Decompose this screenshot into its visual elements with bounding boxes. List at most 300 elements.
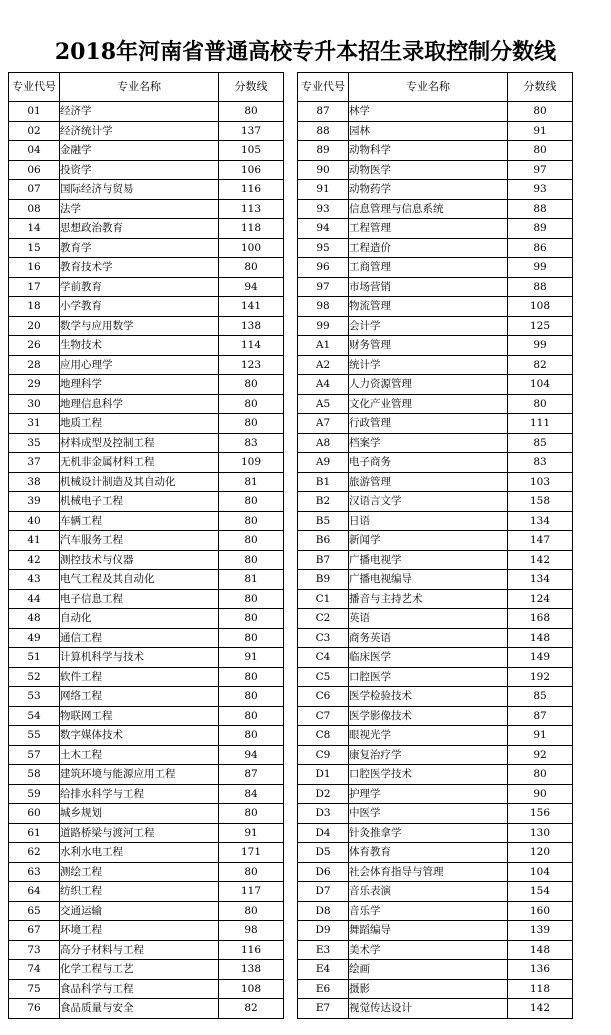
score-line-cell: 80 xyxy=(219,492,284,512)
major-code-cell: C3 xyxy=(298,628,349,648)
major-name-cell: 高分子材料与工程 xyxy=(60,940,219,960)
major-name-cell: 口腔医学 xyxy=(349,667,508,687)
score-line-cell: 160 xyxy=(508,901,573,921)
table-row xyxy=(9,336,284,356)
major-name-cell: 地质工程 xyxy=(60,414,219,434)
major-name-cell: 广播电视编导 xyxy=(349,570,508,590)
score-line-cell: 103 xyxy=(508,472,573,492)
score-line-cell: 94 xyxy=(219,277,284,297)
major-name-cell: 工商管理 xyxy=(349,258,508,278)
major-name-cell: 水利水电工程 xyxy=(60,843,219,863)
table-row xyxy=(298,570,573,590)
table-row xyxy=(298,219,573,239)
major-code-cell: D1 xyxy=(298,765,349,785)
table-row xyxy=(9,901,284,921)
major-name-cell: 财务管理 xyxy=(349,336,508,356)
major-code-cell: B2 xyxy=(298,492,349,512)
major-code-cell: 28 xyxy=(9,355,60,375)
score-line-cell: 117 xyxy=(219,882,284,902)
table-row xyxy=(9,258,284,278)
major-code-cell: 65 xyxy=(9,901,60,921)
major-name-cell: 国际经济与贸易 xyxy=(60,180,219,200)
score-line-cell: 123 xyxy=(219,355,284,375)
score-line-cell: 90 xyxy=(508,784,573,804)
major-code-cell: D8 xyxy=(298,901,349,921)
major-code-cell: C1 xyxy=(298,589,349,609)
major-name-cell: 网络工程 xyxy=(60,687,219,707)
score-line-cell: 138 xyxy=(219,316,284,336)
major-code-cell: 55 xyxy=(9,726,60,746)
major-code-cell: A2 xyxy=(298,355,349,375)
table-row xyxy=(9,687,284,707)
header-score: 分数线 xyxy=(219,73,284,102)
major-code-cell: 14 xyxy=(9,219,60,239)
major-name-cell: 地理信息科学 xyxy=(60,394,219,414)
major-name-cell: 机械设计制造及其自动化 xyxy=(60,472,219,492)
table-row xyxy=(9,160,284,180)
major-code-cell: 59 xyxy=(9,784,60,804)
score-line-cell: 83 xyxy=(219,433,284,453)
major-name-cell: 数学与应用数学 xyxy=(60,316,219,336)
table-row xyxy=(298,784,573,804)
major-name-cell: 音乐学 xyxy=(349,901,508,921)
major-name-cell: 车辆工程 xyxy=(60,511,219,531)
major-name-cell: 医学影像技术 xyxy=(349,706,508,726)
major-code-cell: 15 xyxy=(9,238,60,258)
major-name-cell: 物联网工程 xyxy=(60,706,219,726)
major-name-cell: 护理学 xyxy=(349,784,508,804)
major-code-cell: 17 xyxy=(9,277,60,297)
major-name-cell: 医学检验技术 xyxy=(349,687,508,707)
major-code-cell: C6 xyxy=(298,687,349,707)
table-row xyxy=(298,277,573,297)
table-row xyxy=(9,940,284,960)
major-code-cell: 74 xyxy=(9,960,60,980)
major-code-cell: B7 xyxy=(298,550,349,570)
score-line-cell: 139 xyxy=(508,921,573,941)
major-name-cell: 纺织工程 xyxy=(60,882,219,902)
major-code-cell: 87 xyxy=(298,102,349,122)
score-line-cell: 80 xyxy=(219,901,284,921)
table-row xyxy=(9,550,284,570)
score-line-cell: 88 xyxy=(508,277,573,297)
table-row xyxy=(9,394,284,414)
major-code-cell: 99 xyxy=(298,316,349,336)
header-name: 专业名称 xyxy=(60,73,219,102)
major-code-cell: 08 xyxy=(9,199,60,219)
major-name-cell: 应用心理学 xyxy=(60,355,219,375)
table-row xyxy=(9,706,284,726)
score-line-cell: 171 xyxy=(219,843,284,863)
score-line-cell: 134 xyxy=(508,511,573,531)
major-name-cell: 电气工程及其自动化 xyxy=(60,570,219,590)
major-name-cell: 市场营销 xyxy=(349,277,508,297)
major-code-cell: 58 xyxy=(9,765,60,785)
major-code-cell: 94 xyxy=(298,219,349,239)
page-title: 2018年河南省普通高校专升本招生录取控制分数线 xyxy=(54,39,557,65)
major-code-cell: B1 xyxy=(298,472,349,492)
major-name-cell: 思想政治教育 xyxy=(60,219,219,239)
score-line-cell: 137 xyxy=(219,121,284,141)
table-row xyxy=(9,648,284,668)
table-row xyxy=(298,901,573,921)
score-line-cell: 99 xyxy=(508,258,573,278)
major-name-cell: 文化产业管理 xyxy=(349,394,508,414)
table-row xyxy=(9,121,284,141)
score-line-cell: 94 xyxy=(219,745,284,765)
major-name-cell: 动物科学 xyxy=(349,141,508,161)
table-row xyxy=(298,316,573,336)
major-name-cell: 工程造价 xyxy=(349,238,508,258)
major-code-cell: 62 xyxy=(9,843,60,863)
table-row xyxy=(298,375,573,395)
table-row xyxy=(298,979,573,999)
score-line-cell: 109 xyxy=(219,453,284,473)
score-line-cell: 80 xyxy=(219,706,284,726)
score-line-cell: 80 xyxy=(219,550,284,570)
score-line-cell: 118 xyxy=(219,219,284,239)
score-line-cell: 118 xyxy=(508,979,573,999)
major-code-cell: 29 xyxy=(9,375,60,395)
major-code-cell: B9 xyxy=(298,570,349,590)
major-name-cell: 园林 xyxy=(349,121,508,141)
major-name-cell: 音乐表演 xyxy=(349,882,508,902)
score-line-cell: 98 xyxy=(219,921,284,941)
score-line-cell: 80 xyxy=(219,375,284,395)
major-code-cell: 42 xyxy=(9,550,60,570)
major-code-cell: 41 xyxy=(9,531,60,551)
table-row xyxy=(9,433,284,453)
major-code-cell: E7 xyxy=(298,999,349,1019)
table-row xyxy=(9,823,284,843)
major-code-cell: 51 xyxy=(9,648,60,668)
major-code-cell: A5 xyxy=(298,394,349,414)
score-line-cell: 111 xyxy=(508,414,573,434)
table-row xyxy=(298,550,573,570)
major-name-cell: 测绘工程 xyxy=(60,862,219,882)
major-name-cell: 小学教育 xyxy=(60,297,219,317)
major-code-cell: D5 xyxy=(298,843,349,863)
major-name-cell: 中医学 xyxy=(349,804,508,824)
major-code-cell: A7 xyxy=(298,414,349,434)
major-name-cell: 教育学 xyxy=(60,238,219,258)
table-row xyxy=(298,453,573,473)
major-code-cell: D6 xyxy=(298,862,349,882)
score-line-cell: 116 xyxy=(219,940,284,960)
table-row xyxy=(298,999,573,1019)
score-line-cell: 148 xyxy=(508,628,573,648)
major-code-cell: 53 xyxy=(9,687,60,707)
major-name-cell: 广播电视学 xyxy=(349,550,508,570)
score-line-cell: 85 xyxy=(508,433,573,453)
table-row xyxy=(298,843,573,863)
table-row xyxy=(9,667,284,687)
major-code-cell: 93 xyxy=(298,199,349,219)
score-line-cell: 168 xyxy=(508,609,573,629)
score-line-cell: 138 xyxy=(219,960,284,980)
major-code-cell: 76 xyxy=(9,999,60,1019)
table-row xyxy=(9,219,284,239)
table-row xyxy=(9,141,284,161)
table-row xyxy=(9,765,284,785)
major-code-cell: 35 xyxy=(9,433,60,453)
major-name-cell: 道路桥梁与渡河工程 xyxy=(60,823,219,843)
score-line-cell: 88 xyxy=(508,199,573,219)
table-row xyxy=(298,648,573,668)
table-row xyxy=(298,199,573,219)
major-name-cell: 金融学 xyxy=(60,141,219,161)
major-code-cell: 07 xyxy=(9,180,60,200)
major-name-cell: 汉语言文学 xyxy=(349,492,508,512)
table-row xyxy=(298,687,573,707)
table-row xyxy=(9,355,284,375)
score-line-cell: 80 xyxy=(219,394,284,414)
table-row xyxy=(9,180,284,200)
major-name-cell: 会计学 xyxy=(349,316,508,336)
score-line-cell: 124 xyxy=(508,589,573,609)
major-name-cell: 临床医学 xyxy=(349,648,508,668)
score-line-cell: 116 xyxy=(219,180,284,200)
score-line-cell: 91 xyxy=(219,823,284,843)
score-line-cell: 99 xyxy=(508,336,573,356)
score-line-cell: 81 xyxy=(219,472,284,492)
major-code-cell: 64 xyxy=(9,882,60,902)
table-row xyxy=(9,375,284,395)
major-name-cell: 汽车服务工程 xyxy=(60,531,219,551)
table-row xyxy=(9,238,284,258)
major-name-cell: 学前教育 xyxy=(60,277,219,297)
score-line-cell: 142 xyxy=(508,550,573,570)
score-line-cell: 85 xyxy=(508,687,573,707)
major-code-cell: 48 xyxy=(9,609,60,629)
score-line-cell: 82 xyxy=(219,999,284,1019)
score-line-cell: 141 xyxy=(219,297,284,317)
major-code-cell: D4 xyxy=(298,823,349,843)
major-code-cell: 26 xyxy=(9,336,60,356)
major-name-cell: 林学 xyxy=(349,102,508,122)
major-code-cell: C9 xyxy=(298,745,349,765)
table-row xyxy=(9,589,284,609)
table-row xyxy=(298,355,573,375)
major-name-cell: 信息管理与信息系统 xyxy=(349,199,508,219)
score-line-cell: 134 xyxy=(508,570,573,590)
table-row xyxy=(298,336,573,356)
major-code-cell: 67 xyxy=(9,921,60,941)
major-code-cell: A4 xyxy=(298,375,349,395)
major-name-cell: 软件工程 xyxy=(60,667,219,687)
table-row xyxy=(298,102,573,122)
score-line-cell: 114 xyxy=(219,336,284,356)
major-code-cell: E3 xyxy=(298,940,349,960)
score-line-cell: 81 xyxy=(219,570,284,590)
major-name-cell: 体育教育 xyxy=(349,843,508,863)
score-line-cell: 87 xyxy=(219,765,284,785)
major-name-cell: 经济统计学 xyxy=(60,121,219,141)
table-row xyxy=(298,511,573,531)
table-row xyxy=(9,414,284,434)
score-line-cell: 93 xyxy=(508,180,573,200)
major-name-cell: 新闻学 xyxy=(349,531,508,551)
score-line-cell: 80 xyxy=(508,141,573,161)
major-name-cell: 物流管理 xyxy=(349,297,508,317)
score-line-cell: 91 xyxy=(508,726,573,746)
major-name-cell: 动物医学 xyxy=(349,160,508,180)
major-code-cell: 43 xyxy=(9,570,60,590)
table-row xyxy=(9,570,284,590)
score-line-cell: 104 xyxy=(508,862,573,882)
major-code-cell: 37 xyxy=(9,453,60,473)
table-row xyxy=(9,609,284,629)
major-name-cell: 通信工程 xyxy=(60,628,219,648)
table-row xyxy=(9,628,284,648)
score-line-cell: 136 xyxy=(508,960,573,980)
major-name-cell: 英语 xyxy=(349,609,508,629)
major-code-cell: A8 xyxy=(298,433,349,453)
major-code-cell: 91 xyxy=(298,180,349,200)
score-line-cell: 148 xyxy=(508,940,573,960)
major-code-cell: 57 xyxy=(9,745,60,765)
table-row xyxy=(298,433,573,453)
major-code-cell: 04 xyxy=(9,141,60,161)
table-row xyxy=(298,628,573,648)
major-code-cell: 98 xyxy=(298,297,349,317)
major-name-cell: 自动化 xyxy=(60,609,219,629)
major-code-cell: 49 xyxy=(9,628,60,648)
score-line-cell: 147 xyxy=(508,531,573,551)
major-name-cell: 计算机科学与技术 xyxy=(60,648,219,668)
table-row xyxy=(9,511,284,531)
table-row xyxy=(298,706,573,726)
major-code-cell: 90 xyxy=(298,160,349,180)
table-row xyxy=(9,492,284,512)
major-name-cell: 统计学 xyxy=(349,355,508,375)
major-name-cell: 交通运输 xyxy=(60,901,219,921)
major-code-cell: C7 xyxy=(298,706,349,726)
major-name-cell: 经济学 xyxy=(60,102,219,122)
major-name-cell: 教育技术学 xyxy=(60,258,219,278)
score-line-cell: 80 xyxy=(219,862,284,882)
major-code-cell: 61 xyxy=(9,823,60,843)
major-name-cell: 康复治疗学 xyxy=(349,745,508,765)
score-line-cell: 80 xyxy=(219,414,284,434)
major-code-cell: 60 xyxy=(9,804,60,824)
major-name-cell: 摄影 xyxy=(349,979,508,999)
table-row xyxy=(298,609,573,629)
major-name-cell: 动物药学 xyxy=(349,180,508,200)
major-code-cell: A9 xyxy=(298,453,349,473)
table-row xyxy=(298,141,573,161)
table-row xyxy=(9,882,284,902)
major-name-cell: 口腔医学技术 xyxy=(349,765,508,785)
major-code-cell: 40 xyxy=(9,511,60,531)
score-line-cell: 108 xyxy=(508,297,573,317)
major-code-cell: 16 xyxy=(9,258,60,278)
major-code-cell: 31 xyxy=(9,414,60,434)
major-name-cell: 机械电子工程 xyxy=(60,492,219,512)
header-code: 专业代号 xyxy=(9,73,60,102)
score-table-left xyxy=(8,72,284,1019)
major-code-cell: D9 xyxy=(298,921,349,941)
major-name-cell: 旅游管理 xyxy=(349,472,508,492)
major-name-cell: 地理科学 xyxy=(60,375,219,395)
table-row xyxy=(9,999,284,1019)
major-code-cell: 63 xyxy=(9,862,60,882)
table-row xyxy=(298,160,573,180)
score-line-cell: 80 xyxy=(219,804,284,824)
major-code-cell: 95 xyxy=(298,238,349,258)
score-line-cell: 92 xyxy=(508,745,573,765)
major-code-cell: 02 xyxy=(9,121,60,141)
major-name-cell: 数字媒体技术 xyxy=(60,726,219,746)
table-row xyxy=(298,960,573,980)
table-row xyxy=(9,843,284,863)
major-name-cell: 眼视光学 xyxy=(349,726,508,746)
table-row xyxy=(9,745,284,765)
major-name-cell: 人力资源管理 xyxy=(349,375,508,395)
table-row xyxy=(298,804,573,824)
major-code-cell: E6 xyxy=(298,979,349,999)
header-code: 专业代号 xyxy=(298,73,349,102)
table-row xyxy=(298,940,573,960)
score-line-cell: 158 xyxy=(508,492,573,512)
score-line-cell: 125 xyxy=(508,316,573,336)
major-name-cell: 行政管理 xyxy=(349,414,508,434)
table-row xyxy=(9,277,284,297)
table-row xyxy=(298,765,573,785)
score-line-cell: 80 xyxy=(219,589,284,609)
major-code-cell: 30 xyxy=(9,394,60,414)
score-line-cell: 156 xyxy=(508,804,573,824)
table-row xyxy=(298,297,573,317)
table-row xyxy=(9,726,284,746)
score-line-cell: 113 xyxy=(219,199,284,219)
table-row xyxy=(9,531,284,551)
major-code-cell: E4 xyxy=(298,960,349,980)
table-row xyxy=(298,667,573,687)
table-row xyxy=(9,102,284,122)
major-name-cell: 商务英语 xyxy=(349,628,508,648)
score-line-cell: 104 xyxy=(508,375,573,395)
major-code-cell: 73 xyxy=(9,940,60,960)
table-row xyxy=(9,921,284,941)
score-line-cell: 108 xyxy=(219,979,284,999)
table-row xyxy=(298,258,573,278)
table-row xyxy=(9,316,284,336)
major-code-cell: 88 xyxy=(298,121,349,141)
table-header-row xyxy=(9,73,284,102)
major-code-cell: 18 xyxy=(9,297,60,317)
score-line-cell: 80 xyxy=(508,394,573,414)
table-row xyxy=(9,979,284,999)
major-name-cell: 材料成型及控制工程 xyxy=(60,433,219,453)
major-name-cell: 食品质量与安全 xyxy=(60,999,219,1019)
header-score: 分数线 xyxy=(508,73,573,102)
score-line-cell: 91 xyxy=(508,121,573,141)
major-code-cell: 06 xyxy=(9,160,60,180)
score-line-cell: 142 xyxy=(508,999,573,1019)
table-row xyxy=(9,297,284,317)
table-row xyxy=(298,921,573,941)
major-code-cell: 54 xyxy=(9,706,60,726)
major-name-cell: 测控技术与仪器 xyxy=(60,550,219,570)
major-name-cell: 舞蹈编导 xyxy=(349,921,508,941)
score-line-cell: 91 xyxy=(219,648,284,668)
table-row xyxy=(298,726,573,746)
score-line-cell: 130 xyxy=(508,823,573,843)
table-row xyxy=(298,589,573,609)
score-line-cell: 80 xyxy=(219,628,284,648)
major-code-cell: C8 xyxy=(298,726,349,746)
